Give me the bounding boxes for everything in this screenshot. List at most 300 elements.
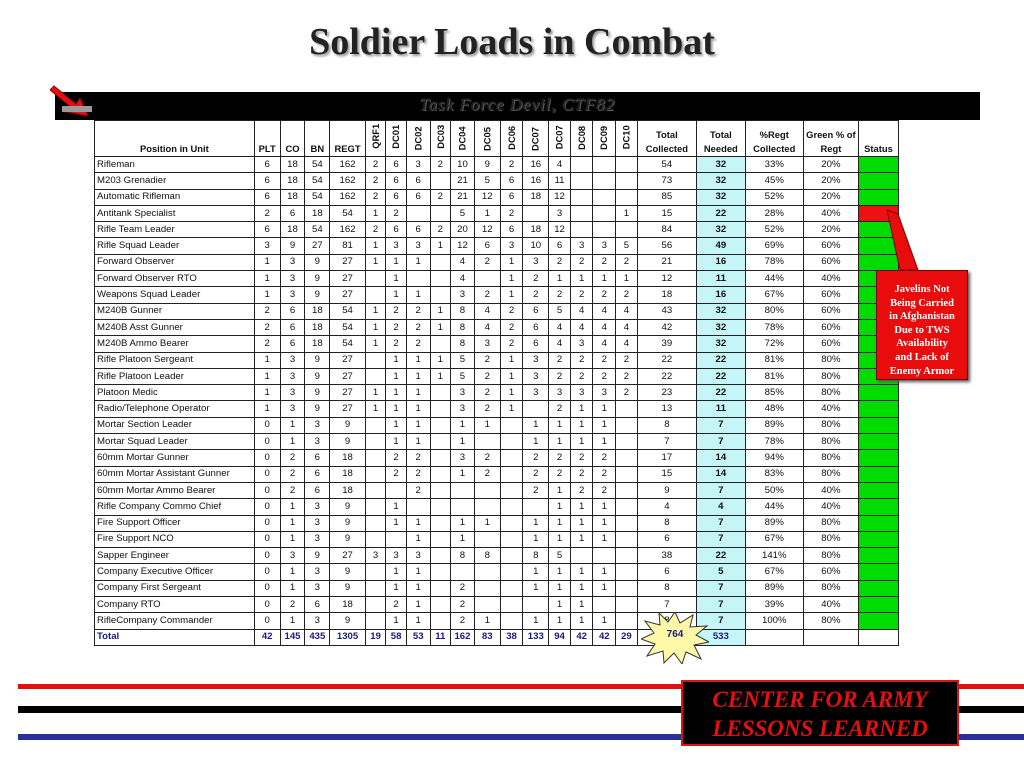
value-cell: 2 bbox=[616, 287, 638, 303]
value-cell: 11 bbox=[697, 271, 746, 287]
value-cell: 1 bbox=[254, 385, 280, 401]
value-cell: 5 bbox=[549, 548, 571, 564]
rotated-header-label: QRF1 bbox=[369, 123, 381, 149]
value-cell: 54 bbox=[305, 157, 330, 173]
value-cell: 18 bbox=[280, 189, 305, 205]
value-cell bbox=[430, 548, 451, 564]
value-cell: 12 bbox=[549, 189, 571, 205]
value-cell bbox=[593, 597, 616, 613]
status-cell bbox=[858, 417, 898, 433]
value-cell: 12 bbox=[549, 222, 571, 238]
column-header bbox=[616, 121, 638, 157]
value-cell: 5 bbox=[451, 352, 475, 368]
value-cell: 1 bbox=[406, 254, 430, 270]
value-cell bbox=[430, 205, 451, 221]
value-cell: 2 bbox=[549, 466, 571, 482]
value-cell: 80% bbox=[803, 613, 858, 629]
value-cell: 0 bbox=[254, 515, 280, 531]
value-cell: 89% bbox=[745, 580, 803, 596]
value-cell bbox=[616, 401, 638, 417]
value-cell: 2 bbox=[365, 189, 386, 205]
value-cell: 12 bbox=[451, 238, 475, 254]
value-cell: 54 bbox=[330, 336, 366, 352]
value-cell: 1 bbox=[406, 385, 430, 401]
value-cell: 1 bbox=[406, 368, 430, 384]
value-cell bbox=[430, 173, 451, 189]
value-cell: 7 bbox=[697, 482, 746, 498]
value-cell bbox=[430, 401, 451, 417]
value-cell: 1 bbox=[500, 385, 523, 401]
value-cell: 2 bbox=[549, 368, 571, 384]
value-cell: 1 bbox=[406, 401, 430, 417]
value-cell bbox=[500, 482, 523, 498]
value-cell: 2 bbox=[254, 336, 280, 352]
value-cell: 2 bbox=[406, 336, 430, 352]
value-cell: 0 bbox=[254, 482, 280, 498]
value-cell: 1 bbox=[500, 271, 523, 287]
value-cell: 11 bbox=[549, 173, 571, 189]
value-cell: 42 bbox=[570, 629, 593, 645]
value-cell: 1 bbox=[365, 254, 386, 270]
table-header-row bbox=[95, 121, 899, 157]
value-cell bbox=[474, 271, 500, 287]
value-cell: 85% bbox=[745, 385, 803, 401]
value-cell: 2 bbox=[500, 205, 523, 221]
value-cell: 2 bbox=[406, 466, 430, 482]
value-cell: 60% bbox=[803, 319, 858, 335]
value-cell: 69% bbox=[745, 238, 803, 254]
value-cell: 1 bbox=[570, 597, 593, 613]
value-cell: 3 bbox=[570, 238, 593, 254]
value-cell: 2 bbox=[570, 254, 593, 270]
value-cell: 3 bbox=[280, 287, 305, 303]
value-cell: 42 bbox=[254, 629, 280, 645]
value-cell: 81% bbox=[745, 352, 803, 368]
value-cell: 44% bbox=[745, 499, 803, 515]
value-cell: 17 bbox=[637, 450, 696, 466]
value-cell: 8 bbox=[451, 336, 475, 352]
value-cell: 1 bbox=[406, 597, 430, 613]
value-cell: 1 bbox=[386, 499, 407, 515]
value-cell: 2 bbox=[280, 450, 305, 466]
value-cell bbox=[430, 564, 451, 580]
value-cell: 6 bbox=[523, 336, 549, 352]
value-cell: 60% bbox=[803, 336, 858, 352]
table-body bbox=[95, 157, 899, 646]
position-cell: M203 Grenadier bbox=[95, 173, 255, 189]
value-cell: 2 bbox=[593, 482, 616, 498]
value-cell: 1 bbox=[523, 613, 549, 629]
position-cell: 60mm Mortar Ammo Bearer bbox=[95, 482, 255, 498]
value-cell: 1 bbox=[593, 434, 616, 450]
column-header bbox=[406, 121, 430, 157]
value-cell: 3 bbox=[305, 564, 330, 580]
status-cell bbox=[858, 548, 898, 564]
value-cell: 1 bbox=[386, 401, 407, 417]
value-cell bbox=[474, 580, 500, 596]
value-cell: 85 bbox=[637, 189, 696, 205]
value-cell: 19 bbox=[365, 629, 386, 645]
value-cell: 6 bbox=[254, 173, 280, 189]
value-cell: 2 bbox=[365, 157, 386, 173]
call-logo-line-2: LESSONS LEARNED bbox=[712, 716, 928, 741]
position-cell: RifleCompany Commander bbox=[95, 613, 255, 629]
status-cell bbox=[858, 482, 898, 498]
value-cell: 0 bbox=[254, 548, 280, 564]
value-cell: 6 bbox=[500, 173, 523, 189]
value-cell bbox=[523, 401, 549, 417]
value-cell: 1 bbox=[500, 368, 523, 384]
value-cell: 27 bbox=[330, 287, 366, 303]
status-cell bbox=[858, 205, 898, 221]
value-cell: 6 bbox=[549, 238, 571, 254]
value-cell: 84 bbox=[637, 222, 696, 238]
value-cell: 1 bbox=[570, 434, 593, 450]
value-cell: 1 bbox=[406, 417, 430, 433]
value-cell: 1 bbox=[406, 580, 430, 596]
value-cell: 1 bbox=[280, 580, 305, 596]
value-cell: 3 bbox=[451, 287, 475, 303]
value-cell bbox=[451, 499, 475, 515]
value-cell: 2 bbox=[386, 466, 407, 482]
table-row bbox=[95, 466, 899, 482]
value-cell: 9 bbox=[305, 548, 330, 564]
value-cell: 2 bbox=[523, 271, 549, 287]
value-cell: 4 bbox=[549, 336, 571, 352]
value-cell: 16 bbox=[523, 173, 549, 189]
value-cell: 6 bbox=[386, 189, 407, 205]
value-cell: 1 bbox=[365, 385, 386, 401]
value-cell: 2 bbox=[386, 336, 407, 352]
value-cell: 6 bbox=[406, 189, 430, 205]
value-cell: 6 bbox=[254, 189, 280, 205]
column-header: BN bbox=[305, 121, 330, 157]
value-cell: 81 bbox=[330, 238, 366, 254]
table-row bbox=[95, 303, 899, 319]
value-cell: 4 bbox=[593, 303, 616, 319]
value-cell: 1 bbox=[570, 613, 593, 629]
value-cell: 4 bbox=[570, 303, 593, 319]
value-cell: 7 bbox=[637, 597, 696, 613]
value-cell: 0 bbox=[254, 597, 280, 613]
value-cell: 1 bbox=[386, 385, 407, 401]
value-cell: 42 bbox=[637, 319, 696, 335]
value-cell: 1 bbox=[570, 401, 593, 417]
value-cell: 72% bbox=[745, 336, 803, 352]
value-cell: 22 bbox=[637, 352, 696, 368]
value-cell: 4 bbox=[593, 336, 616, 352]
value-cell: 1 bbox=[523, 515, 549, 531]
value-cell: 14 bbox=[697, 466, 746, 482]
value-cell: 2 bbox=[474, 450, 500, 466]
value-cell: 27 bbox=[330, 548, 366, 564]
position-cell: M240B Ammo Bearer bbox=[95, 336, 255, 352]
value-cell: 1 bbox=[386, 613, 407, 629]
value-cell: 22 bbox=[697, 368, 746, 384]
value-cell: 1 bbox=[365, 205, 386, 221]
value-cell: 2 bbox=[549, 401, 571, 417]
total-row bbox=[95, 629, 899, 645]
value-cell: 2 bbox=[570, 368, 593, 384]
value-cell: 27 bbox=[330, 401, 366, 417]
value-cell bbox=[430, 254, 451, 270]
value-cell: 42 bbox=[593, 629, 616, 645]
value-cell: 80% bbox=[803, 466, 858, 482]
value-cell: 1 bbox=[523, 531, 549, 547]
value-cell: 2 bbox=[406, 319, 430, 335]
value-cell: 80% bbox=[803, 548, 858, 564]
table-row bbox=[95, 531, 899, 547]
value-cell: 78% bbox=[745, 254, 803, 270]
value-cell: 1 bbox=[474, 515, 500, 531]
value-cell: 1 bbox=[280, 515, 305, 531]
value-cell: 1 bbox=[570, 499, 593, 515]
value-cell bbox=[616, 189, 638, 205]
value-cell: 40% bbox=[803, 499, 858, 515]
value-cell bbox=[616, 531, 638, 547]
value-cell: 1 bbox=[406, 531, 430, 547]
rotated-header-label: DC06 bbox=[505, 125, 517, 150]
value-cell: 2 bbox=[570, 466, 593, 482]
column-header bbox=[500, 121, 523, 157]
position-cell: Sapper Engineer bbox=[95, 548, 255, 564]
rotated-header-label: DC07 bbox=[529, 126, 541, 151]
value-cell: 1 bbox=[593, 499, 616, 515]
status-cell bbox=[858, 613, 898, 629]
value-cell bbox=[451, 482, 475, 498]
value-cell bbox=[500, 499, 523, 515]
value-cell: 3 bbox=[451, 385, 475, 401]
status-cell bbox=[858, 434, 898, 450]
value-cell: 2 bbox=[386, 303, 407, 319]
value-cell: 6 bbox=[305, 482, 330, 498]
value-cell: 4 bbox=[451, 271, 475, 287]
value-cell: 2 bbox=[570, 287, 593, 303]
value-cell: 1 bbox=[365, 238, 386, 254]
value-cell: 8 bbox=[637, 515, 696, 531]
status-cell bbox=[858, 499, 898, 515]
value-cell: 6 bbox=[280, 303, 305, 319]
value-cell: 22 bbox=[697, 352, 746, 368]
value-cell: 0 bbox=[254, 580, 280, 596]
value-cell: 1 bbox=[386, 434, 407, 450]
value-cell: 18 bbox=[305, 336, 330, 352]
value-cell: 32 bbox=[697, 189, 746, 205]
value-cell: 8 bbox=[474, 548, 500, 564]
value-cell: 32 bbox=[697, 303, 746, 319]
value-cell bbox=[365, 417, 386, 433]
status-cell bbox=[858, 515, 898, 531]
table-row bbox=[95, 597, 899, 613]
value-cell: 3 bbox=[305, 531, 330, 547]
value-cell bbox=[616, 597, 638, 613]
value-cell: 1 bbox=[570, 580, 593, 596]
value-cell: 2 bbox=[474, 401, 500, 417]
value-cell: 78% bbox=[745, 319, 803, 335]
status-cell bbox=[858, 564, 898, 580]
status-cell bbox=[858, 450, 898, 466]
value-cell: 133 bbox=[523, 629, 549, 645]
value-cell bbox=[500, 531, 523, 547]
value-cell bbox=[365, 515, 386, 531]
value-cell: 2 bbox=[474, 466, 500, 482]
value-cell: 162 bbox=[330, 157, 366, 173]
position-cell: Company First Sergeant bbox=[95, 580, 255, 596]
value-cell: 2 bbox=[616, 254, 638, 270]
value-cell: 52% bbox=[745, 189, 803, 205]
value-cell: 3 bbox=[305, 499, 330, 515]
position-cell: Antitank Specialist bbox=[95, 205, 255, 221]
value-cell bbox=[365, 434, 386, 450]
value-cell: 1 bbox=[451, 515, 475, 531]
column-header bbox=[570, 121, 593, 157]
column-header: %Regt Collected bbox=[745, 121, 803, 157]
position-cell: Fire Support NCO bbox=[95, 531, 255, 547]
value-cell bbox=[500, 613, 523, 629]
value-cell: 78% bbox=[745, 434, 803, 450]
table-row bbox=[95, 482, 899, 498]
table-row bbox=[95, 580, 899, 596]
value-cell: 145 bbox=[280, 629, 305, 645]
value-cell: 60% bbox=[803, 564, 858, 580]
value-cell: 1 bbox=[365, 336, 386, 352]
value-cell: 16 bbox=[697, 287, 746, 303]
value-cell: 45% bbox=[745, 173, 803, 189]
value-cell bbox=[616, 564, 638, 580]
value-cell: 9 bbox=[305, 368, 330, 384]
value-cell: 67% bbox=[745, 287, 803, 303]
value-cell: 7 bbox=[697, 417, 746, 433]
value-cell: 1 bbox=[406, 613, 430, 629]
value-cell: 80% bbox=[803, 352, 858, 368]
callout-line: Due to TWS bbox=[894, 324, 950, 336]
value-cell: 2 bbox=[616, 352, 638, 368]
value-cell: 162 bbox=[330, 173, 366, 189]
value-cell: 1 bbox=[365, 303, 386, 319]
value-cell: 18 bbox=[280, 157, 305, 173]
value-cell: 1 bbox=[451, 417, 475, 433]
value-cell: 3 bbox=[386, 238, 407, 254]
value-cell: 27 bbox=[305, 238, 330, 254]
arrow-icon bbox=[50, 82, 98, 118]
value-cell bbox=[386, 482, 407, 498]
value-cell: 1 bbox=[570, 564, 593, 580]
value-cell bbox=[616, 613, 638, 629]
value-cell bbox=[593, 157, 616, 173]
value-cell: 1 bbox=[570, 515, 593, 531]
value-cell: 2 bbox=[280, 466, 305, 482]
value-cell: 40% bbox=[803, 205, 858, 221]
value-cell bbox=[365, 613, 386, 629]
value-cell bbox=[474, 482, 500, 498]
value-cell: 3 bbox=[386, 548, 407, 564]
value-cell: 3 bbox=[280, 254, 305, 270]
value-cell: 1 bbox=[593, 531, 616, 547]
value-cell: 6 bbox=[523, 303, 549, 319]
value-cell: 3 bbox=[474, 336, 500, 352]
value-cell bbox=[430, 336, 451, 352]
table-row bbox=[95, 271, 899, 287]
value-cell: 9 bbox=[330, 434, 366, 450]
value-cell: 2 bbox=[523, 450, 549, 466]
value-cell: 1305 bbox=[330, 629, 366, 645]
value-cell bbox=[430, 580, 451, 596]
value-cell bbox=[616, 482, 638, 498]
value-cell: 2 bbox=[593, 254, 616, 270]
value-cell bbox=[616, 173, 638, 189]
value-cell: 0 bbox=[254, 613, 280, 629]
value-cell: 13 bbox=[637, 401, 696, 417]
value-cell: 2 bbox=[500, 303, 523, 319]
table-row bbox=[95, 515, 899, 531]
value-cell: 7 bbox=[697, 597, 746, 613]
rotated-header-label: DC01 bbox=[390, 124, 402, 149]
table-row bbox=[95, 385, 899, 401]
value-cell: 3 bbox=[451, 450, 475, 466]
value-cell: 7 bbox=[697, 580, 746, 596]
value-cell: 49 bbox=[697, 238, 746, 254]
value-cell: 2 bbox=[549, 254, 571, 270]
position-cell: M240B Gunner bbox=[95, 303, 255, 319]
value-cell: 2 bbox=[549, 450, 571, 466]
value-cell: 54 bbox=[305, 189, 330, 205]
value-cell: 1 bbox=[451, 434, 475, 450]
status-cell bbox=[858, 254, 898, 270]
value-cell: 1 bbox=[500, 254, 523, 270]
value-cell: 3 bbox=[365, 548, 386, 564]
value-cell: 2 bbox=[406, 450, 430, 466]
column-header bbox=[593, 121, 616, 157]
value-cell: 1 bbox=[593, 564, 616, 580]
value-cell: 1 bbox=[430, 319, 451, 335]
value-cell bbox=[616, 580, 638, 596]
column-header bbox=[451, 121, 475, 157]
value-cell: 9 bbox=[330, 499, 366, 515]
value-cell: 6 bbox=[305, 597, 330, 613]
value-cell: 1 bbox=[570, 271, 593, 287]
value-cell bbox=[365, 352, 386, 368]
value-cell: 8 bbox=[523, 548, 549, 564]
value-cell: 3 bbox=[305, 515, 330, 531]
value-cell: 1 bbox=[570, 531, 593, 547]
value-cell: 1 bbox=[254, 352, 280, 368]
value-cell: 15 bbox=[637, 205, 696, 221]
value-cell bbox=[365, 466, 386, 482]
value-cell bbox=[523, 205, 549, 221]
value-cell: 80% bbox=[803, 531, 858, 547]
value-cell: 1 bbox=[593, 515, 616, 531]
value-cell: 4 bbox=[616, 319, 638, 335]
position-cell: Mortar Squad Leader bbox=[95, 434, 255, 450]
value-cell: 6 bbox=[406, 173, 430, 189]
status-cell bbox=[858, 222, 898, 238]
value-cell: 2 bbox=[386, 597, 407, 613]
value-cell: 48% bbox=[745, 401, 803, 417]
value-cell: 54 bbox=[330, 205, 366, 221]
value-cell bbox=[616, 450, 638, 466]
call-logo-line-1: CENTER FOR ARMY bbox=[712, 687, 928, 712]
value-cell: 0 bbox=[254, 417, 280, 433]
value-cell: 94 bbox=[549, 629, 571, 645]
value-cell bbox=[406, 271, 430, 287]
value-cell: 6 bbox=[386, 222, 407, 238]
value-cell: 14 bbox=[697, 450, 746, 466]
value-cell: 1 bbox=[500, 287, 523, 303]
table-row bbox=[95, 401, 899, 417]
value-cell: 80% bbox=[803, 385, 858, 401]
value-cell bbox=[474, 564, 500, 580]
value-cell: 3 bbox=[523, 385, 549, 401]
